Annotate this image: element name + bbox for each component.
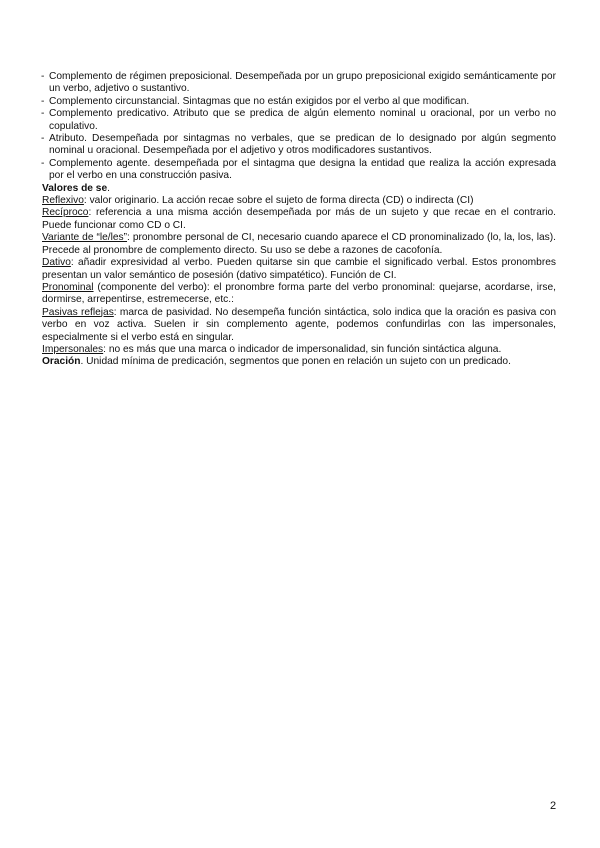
list-item-text: Atributo. Desempeñada por sintagmas no verbales, que se predican de lo designado por algún segmento nominal u oracional. Desempeñada por el adjetivo y otros modificadores sustantivos. [49,133,556,157]
definition-text: : marca de pasividad. No desempeña función sintáctica, solo indica que la oración es pasiva con verbo en voz activa. Suelen ir sin complemento agente, podemos confundirlas con las impersonales, especialmente si el verbo está en singular. [42,306,556,343]
definition-entry [42,207,556,232]
definition-term: Reflexivo [42,195,84,207]
section-heading [42,183,556,195]
bullet-dash: - [41,71,45,82]
definition-term: Pronominal [42,281,94,293]
definition-text: : valor originario. La acción recae sobre el sujeto de forma directa (CD) o indirecta (CI) [83,195,474,207]
definition-entry [42,344,556,356]
list-item-text: Complemento predicativo. Atributo que se predica de algún elemento nominal u oracional, por un verbo no copulativo. [49,108,556,132]
bullet-dash: - [41,133,45,145]
list-item [42,96,556,108]
list-item [42,133,556,158]
definition-text: (componente del verbo): el pronombre forma parte del verbo pronominal: quejarse, acordarse, irse, dormirse, arrepentirse, estremecerse, etc.: [42,281,556,306]
definition-term: Dativo [42,257,71,269]
definition-term: Recíproco [42,207,89,219]
bullet-dash: - [41,157,45,169]
definition-entry [42,282,556,307]
section-heading-period: . [107,182,110,194]
definition-entry [42,232,556,257]
list-item [42,71,556,96]
definition-term: Impersonales [42,343,104,355]
definition-text: : no es más que una marca o indicador de impersonalidad, sin función sintáctica alguna. [103,343,502,355]
page-number: 2 [550,800,557,812]
list-item [42,108,556,133]
oracion-term: Oración [42,356,81,368]
list-item-text: Complemento de régimen preposicional. Desempeñada por un grupo preposicional exigido semánticamente por un verbo, adjetivo o sustantivo. [49,71,556,95]
oracion-text: . Unidad mínima de predicación, segmentos que ponen en relación un sujeto con un predicado. [80,356,511,368]
list-item-text: Complemento circunstancial. Sintagmas que no están exigidos por el verbo al que modifican. [49,95,470,107]
document-body [42,71,556,369]
definition-entry [42,307,556,344]
definition-text: : añadir expresividad al verbo. Pueden quitarse sin que cambie el significado verbal. Estos pronombres presentan un valor semántico de posesión (dativo simpatético). Función de CI. [42,257,556,281]
definition-text: : referencia a una misma acción desempeñada por más de un sujeto y que recae en el contrario. Puede funcionar como CD o CI. [42,207,556,231]
list-item [42,158,556,183]
definition-term: Variante de “le/les” [42,232,128,244]
definition-entry [42,257,556,282]
list-item-text: Complemento agente. desempeñada por el sintagma que designa la entidad que realiza la acción expresada por el verbo en una construcción pasiva. [49,157,556,182]
definition-term: Pasivas reflejas [42,306,114,318]
bullet-dash: - [41,108,45,120]
section-heading-text: Valores de se [42,182,108,194]
bullet-dash: - [41,95,45,107]
definition-text: : pronombre personal de CI, necesario cuando aparece el CD pronominalizado (lo, la, los, las). Precede al pronombre de complemento directo. Su uso se debe a razones de cacofonía. [42,232,556,256]
definition-entry [42,195,556,207]
oracion-entry [42,356,556,368]
